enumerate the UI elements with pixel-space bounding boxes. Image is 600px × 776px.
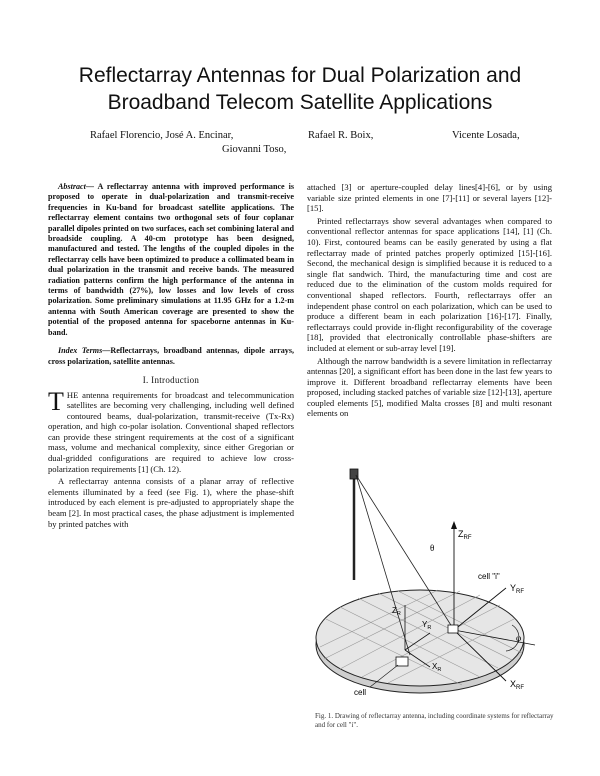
intro-paragraph-1 [48,386,294,475]
cell-marker [396,657,408,666]
figure-caption: Fig. 1. Drawing of reflectarray antenna, including coordinate systems for reflectarray and for cell "i". [315,712,554,729]
index-terms-label: Index Terms [58,346,103,356]
author-4: Giovanni Toso, [222,144,287,155]
label-y-rf-sub: RF [516,589,525,595]
cell-i-marker [448,625,458,633]
label-z-rf-main: Z [458,529,464,539]
label-cell-i: cell "i" [478,572,500,581]
left-column [48,182,294,531]
label-x-rf-sub: RF [516,685,525,691]
paper-title [40,62,560,116]
label-phi: φ [516,633,522,643]
index-terms [48,346,294,367]
abstract-label: Abstract [58,182,86,191]
title-line-2: Broadband Telecom Satellite Applications [107,91,493,114]
label-x-r-main: X [432,662,438,671]
abstract-text: — A reflectarray antenna with improved performance is proposed to operate in dual-polarization and transmit-receive frequencies in Ku-band for broadcast satellite applications. The reflectarray element contains two orthogonal sets of four coplanar parallel dipoles printed on two surfaces, each set combining lateral and broadside coupling. A 40-cm prototype has been designed, manufactured and tested. The lengths of the coupled dipoles in the reflectarray cells have been optimized to produce a collimated beam in dual polarization in the transmit and receive bands. The measured radiation patterns confirm the high performance of the antenna in terms of bandwidth (27%), low losses and low levels of cross polarization. Some preliminary simulations at 11.95 GHz for a 1.2-m antenna with South American coverage are presented to show the potential of the proposed antenna for spaceborne antennas in Ku-band. [48,182,294,337]
label-x-r-sub: R [437,667,442,673]
section-heading: I. Introduction [142,374,200,385]
label-z-rf-sub: RF [463,535,472,541]
label-y-r-main: Y [422,620,428,629]
author-3: Vicente Losada, [452,130,520,141]
label-y-r-sub: R [427,625,432,631]
label-z-r-sub: R [396,611,401,617]
label-x-rf-main: X [510,679,517,689]
title-line-1: Reflectarray Antennas for Dual Polarization and [78,64,522,87]
label-cell: cell [354,688,367,697]
reflectarray-disc [316,590,524,686]
right-paragraph-1: attached [3] or aperture-coupled delay lines[4]-[6], or by using variable size printed elements in one [7]-[11] or several layers [12]-[15]. [307,182,552,214]
intro-paragraph-2: A reflectarray antenna consists of a planar array of reflective elements illuminated by a feed (see Fig. 1), where the phase-shift introduced by each element is pre-adjusted to appropriately shape the beam [2]. In most practical cases, the phase adjustment is implemented by printed patches with [48,476,294,529]
figure-reflectarray-drawing [310,455,560,707]
label-z-rf [458,529,472,541]
intro-paragraph-1-text: HE antenna requirements for broadcast and telecommunication satellites are becoming very challenging, including well defined contoured beams, dual-polarization, transmit-receive (Tx-Rx) operation, and high co-polar isolation. Conventional shaped reflectors can provide these stringent requirements at the cost of a significant mass, volume and mechanical complexity, since either Gregorian or dual-gridded configurations are required to achieve low cross-polarization requirements [1] (Ch. 12). [48,389,294,474]
right-column [307,182,552,421]
label-z-r-main: Z [392,606,397,615]
label-x-rf [510,679,524,691]
right-paragraph-2: Printed reflectarrays show several advantages when compared to conventional reflector antennas for space applications [14], [1] (Ch. 10). First, contoured beams can be easily generated by using a flat reflectarray made of printed patches properly optimized [15]-[16]. Second, the mechanical design is simplified because it is reduced to a single flat sandwich. Third, the manufacturing time and cost are reduced due to the elimination of the custom molds required for conventional shaped reflectors. Fourth, reflectarrays offer an independent phase control on each polarization, which can be used to produce a different beam in each polarization [16]-[17]. Finally, reflectarrays could provide in-flight reconfigurability of the coverage [18], provided that electronically controllable phase-shifters are included at element or sub-array level [19]. [307,215,552,353]
right-paragraph-3: Although the narrow bandwidth is a severe limitation in reflectarray antennas [20], a significant effort has been done in the last few years to improve it. Different broadband reflectarray elements have been proposed, including stacked patches of variable size [12]-[13], aperture coupled elements [5], modified Malta crosses [8] and multi resonant elements on [307,355,552,419]
index-terms-text: —Reflectarrays, broadband antennas, dipole arrays, cross polarization, satellite antennas. [48,346,294,366]
label-y-rf-main: Y [510,583,517,593]
label-theta: θ [430,543,435,553]
author-2: Rafael R. Boix, [308,130,374,141]
drop-cap: T [48,386,64,416]
label-y-rf [510,583,524,595]
author-1: Rafael Florencio, José A. Encinar, [90,130,234,141]
abstract [48,182,294,338]
